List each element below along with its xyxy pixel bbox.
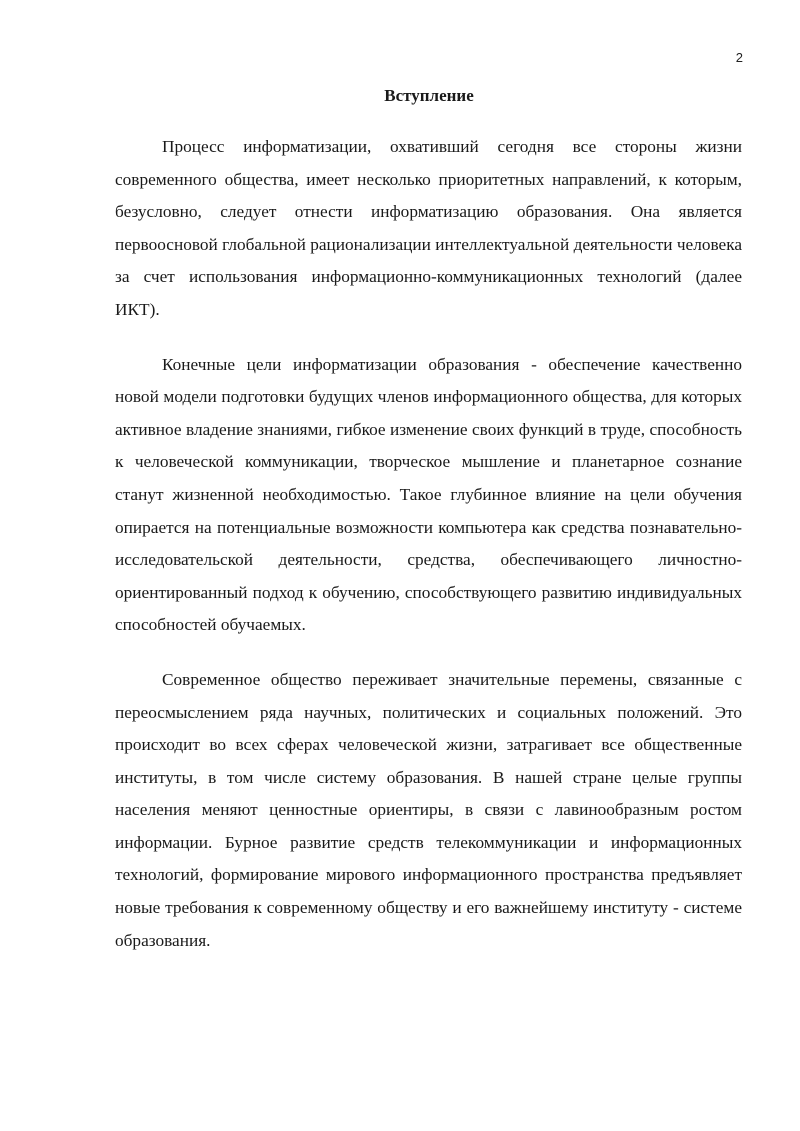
paragraph-1: Процесс информатизации, охвативший сегодня все стороны жизни современного общества, имеет несколько приоритетных направлений, к которым, безусловно, следует отнести информатизацию образования. Она является первоосновой глобальной рационализации интеллектуальной деятельности человека за счет использования информационно-коммуникационных технологий (далее ИКТ). bbox=[115, 137, 742, 319]
document-title: Вступление bbox=[384, 86, 474, 105]
page-number: 2 bbox=[735, 50, 743, 65]
document-body bbox=[115, 131, 742, 979]
paragraph-3: Современное общество переживает значительные перемены, связанные с переосмыслением ряда научных, политических и социальных положений. Это происходит во всех сферах человеческой жизни, затрагивает все общественные институты, в том числе систему образования. В нашей стране целые группы населения меняют ценностные ориентиры, в связи с лавинообразным ростом информации. Бурное развитие средств телекоммуникации и информационных технологий, формирование мирового информационного пространства предъявляет новые требования к современному обществу и его важнейшему институту - системе образования. bbox=[115, 669, 742, 950]
paragraph-2: Конечные цели информатизации образования - обеспечение качественно новой модели подготовки будущих членов информационного общества, для которых активное владение знаниями, гибкое изменение своих функций в труде, способность к человеческой коммуникации, творческое мышление и планетарное сознание станут жизненной необходимостью. Такое глубинное влияние на цели обучения опирается на потенциальные возможности компьютера как средства познавательно-исследовательской деятельности, средства, обеспечивающего личностно-ориентированный подход к обучению, способствующего развитию индивидуальных способностей обучаемых. bbox=[115, 354, 742, 635]
